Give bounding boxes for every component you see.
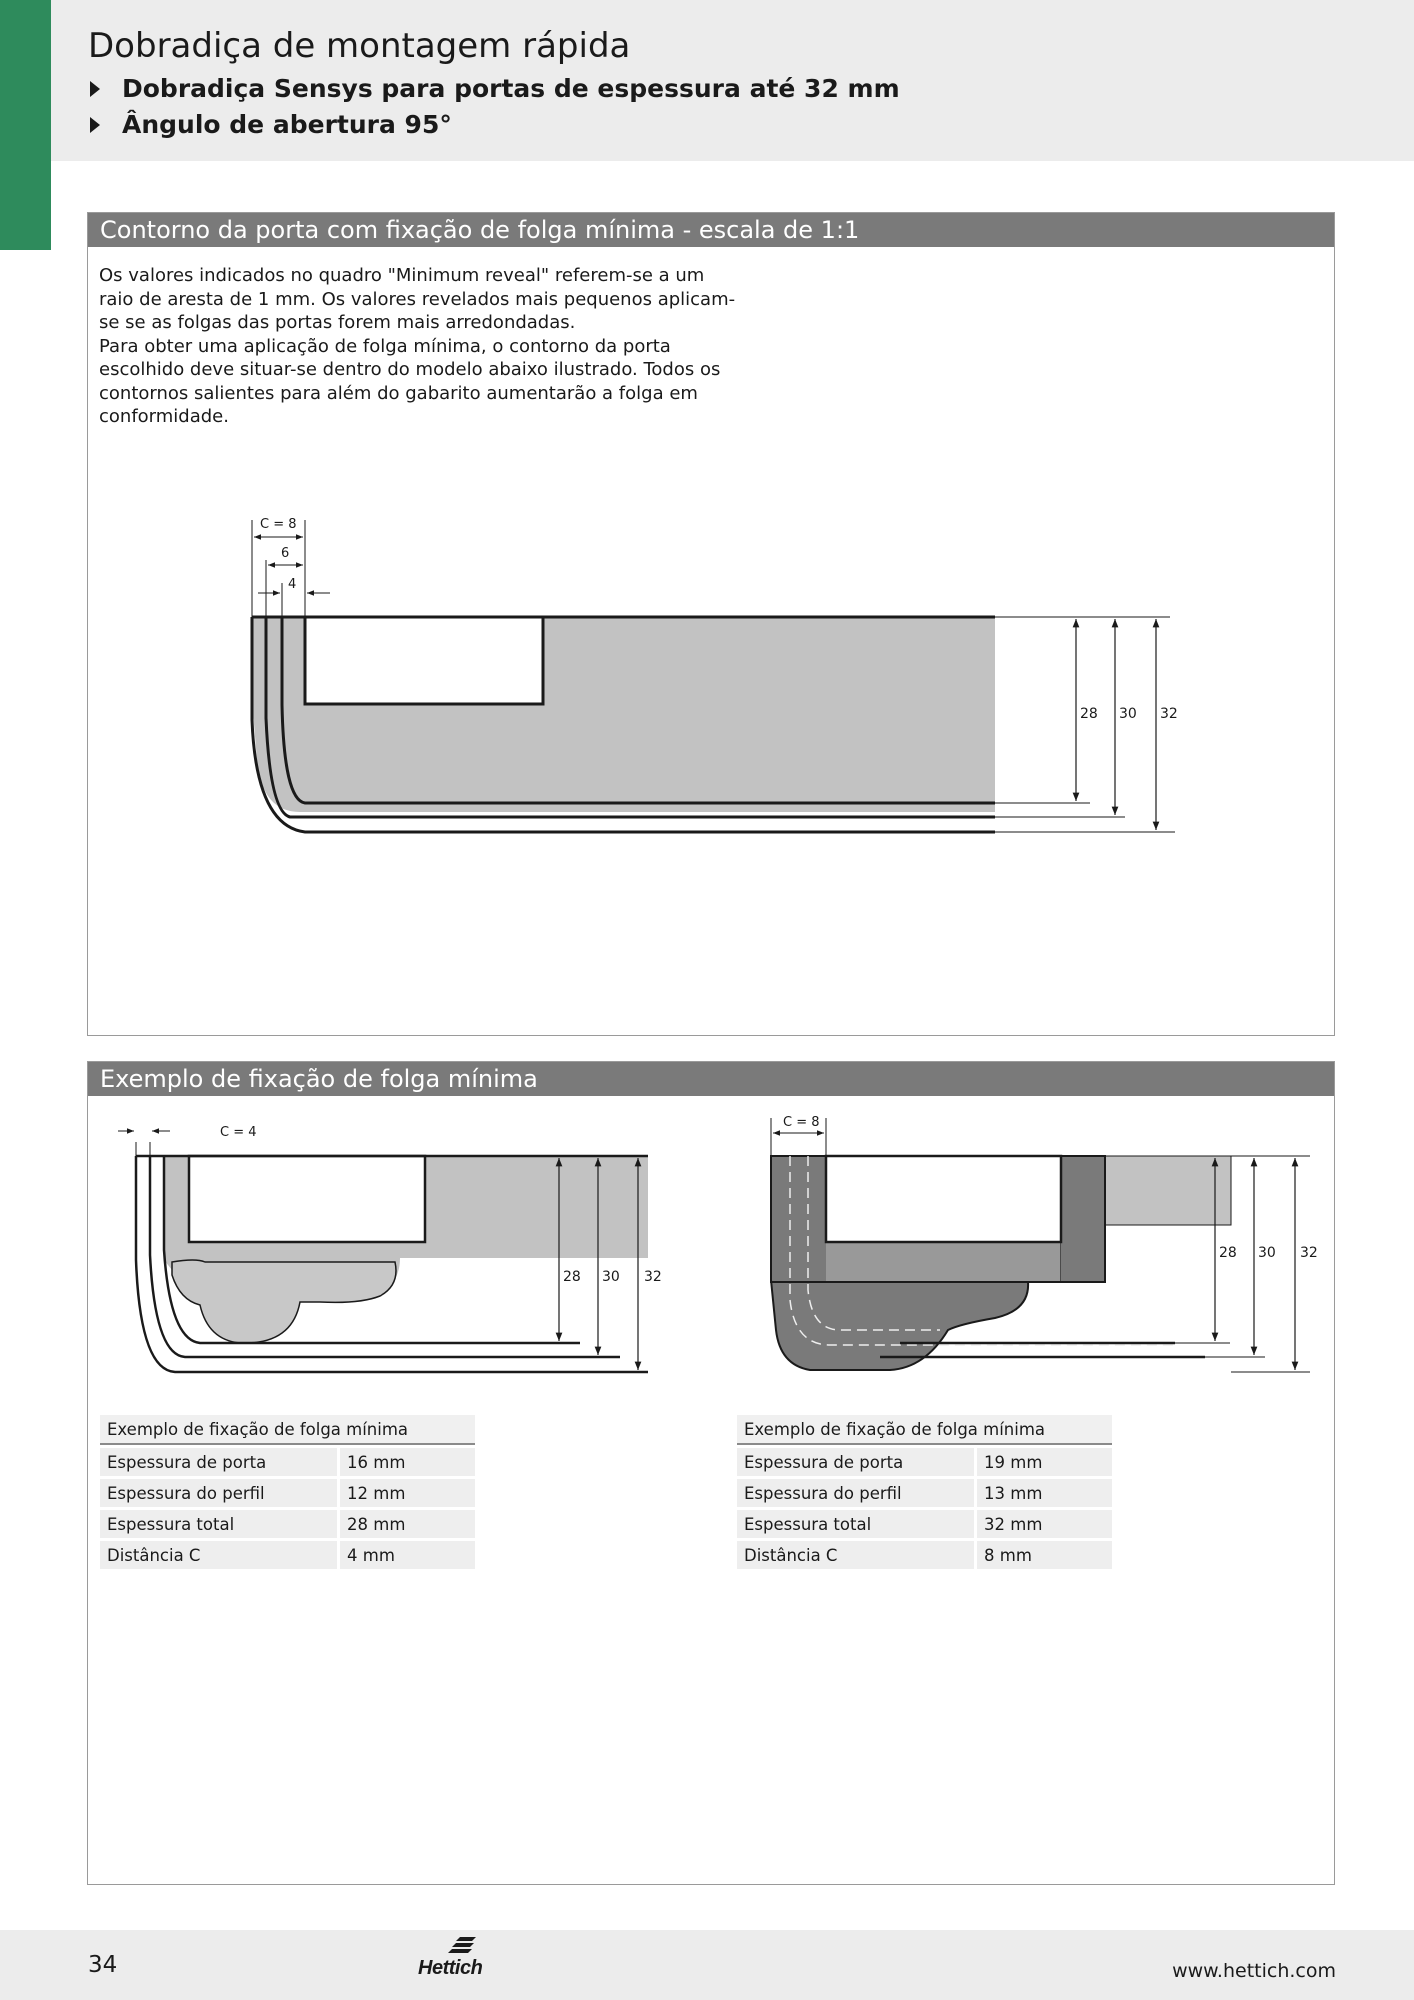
page-number: 34: [88, 1952, 118, 1978]
dim-30-label: 30: [1119, 706, 1137, 722]
row-label: Distância C: [737, 1541, 974, 1569]
description-paragraph-1: Os valores indicados no quadro "Minimum reveal" referem-se a um raio de aresta de 1 mm. Os valores revelados mais pequenos aplicam-se se as folgas das portas forem mais arredondadas.: [99, 265, 736, 333]
table-row: [737, 1448, 1112, 1476]
left-mounting-plate: [172, 1260, 396, 1343]
right-door-extension: [1104, 1156, 1231, 1225]
left-dim-28: 28: [563, 1269, 581, 1285]
website-link[interactable]: www.hettich.com: [1172, 1960, 1336, 1982]
table-row: [737, 1479, 1112, 1507]
example-table-left: [100, 1412, 475, 1572]
right-dim-28: 28: [1219, 1245, 1237, 1261]
dim-4-label: 4: [288, 577, 297, 592]
row-value: 19 mm: [977, 1448, 1112, 1476]
table-row: [737, 1510, 1112, 1538]
table-row: [100, 1541, 475, 1569]
row-value: 28 mm: [340, 1510, 475, 1538]
right-c-label: C = 8: [783, 1115, 820, 1130]
brand-wordmark: Hettich: [418, 1957, 483, 1979]
page-title: Dobradiça de montagem rápida: [88, 26, 631, 66]
dim-28-label: 28: [1080, 706, 1098, 722]
right-example-diagram: [771, 1115, 1318, 1372]
left-example-diagram: [118, 1125, 662, 1372]
door-contour-heading: Contorno da porta com fixação de folga mínima - escala de 1:1: [88, 213, 1334, 247]
table-row: [100, 1448, 475, 1476]
row-label: Espessura do perfil: [737, 1479, 974, 1507]
dim-c8-label: C = 8: [260, 517, 297, 532]
right-dim-32: 32: [1300, 1245, 1318, 1261]
row-value: 12 mm: [340, 1479, 475, 1507]
row-label: Espessura de porta: [100, 1448, 337, 1476]
left-c-label: C = 4: [220, 1125, 257, 1140]
row-label: Distância C: [100, 1541, 337, 1569]
left-hinge-cavity: [189, 1156, 425, 1242]
row-label: Espessura de porta: [737, 1448, 974, 1476]
feature-bullet-2-text: Ângulo de abertura 95°: [122, 110, 452, 139]
row-value: 16 mm: [340, 1448, 475, 1476]
example-table-right: [737, 1412, 1112, 1572]
table-row: [737, 1541, 1112, 1569]
right-dim-30: 30: [1258, 1245, 1276, 1261]
dim-32-label: 32: [1160, 706, 1178, 722]
minimum-reveal-example-heading: Exemplo de fixação de folga mínima: [88, 1062, 1334, 1096]
table-row: [100, 1479, 475, 1507]
table-title: Exemplo de fixação de folga mínima: [737, 1415, 1112, 1445]
dim-6-label: 6: [281, 546, 290, 561]
left-dim-30: 30: [602, 1269, 620, 1285]
row-label: Espessura do perfil: [100, 1479, 337, 1507]
table-title: Exemplo de fixação de folga mínima: [100, 1415, 475, 1445]
row-label: Espessura total: [737, 1510, 974, 1538]
row-value: 4 mm: [340, 1541, 475, 1569]
row-value: 32 mm: [977, 1510, 1112, 1538]
row-value: 13 mm: [977, 1479, 1112, 1507]
table-row: [100, 1510, 475, 1538]
row-label: Espessura total: [100, 1510, 337, 1538]
feature-bullet-1-text: Dobradiça Sensys para portas de espessura até 32 mm: [122, 74, 900, 103]
right-hinge-cavity: [826, 1156, 1061, 1242]
left-dim-32: 32: [644, 1269, 662, 1285]
row-value: 8 mm: [977, 1541, 1112, 1569]
description-paragraph-2: Para obter uma aplicação de folga mínima, o contorno da porta escolhido deve situar-se dentro do modelo abaixo ilustrado. Todos os contornos salientes para além do gabarito aumentarão a folga em conformidade.: [99, 335, 721, 427]
